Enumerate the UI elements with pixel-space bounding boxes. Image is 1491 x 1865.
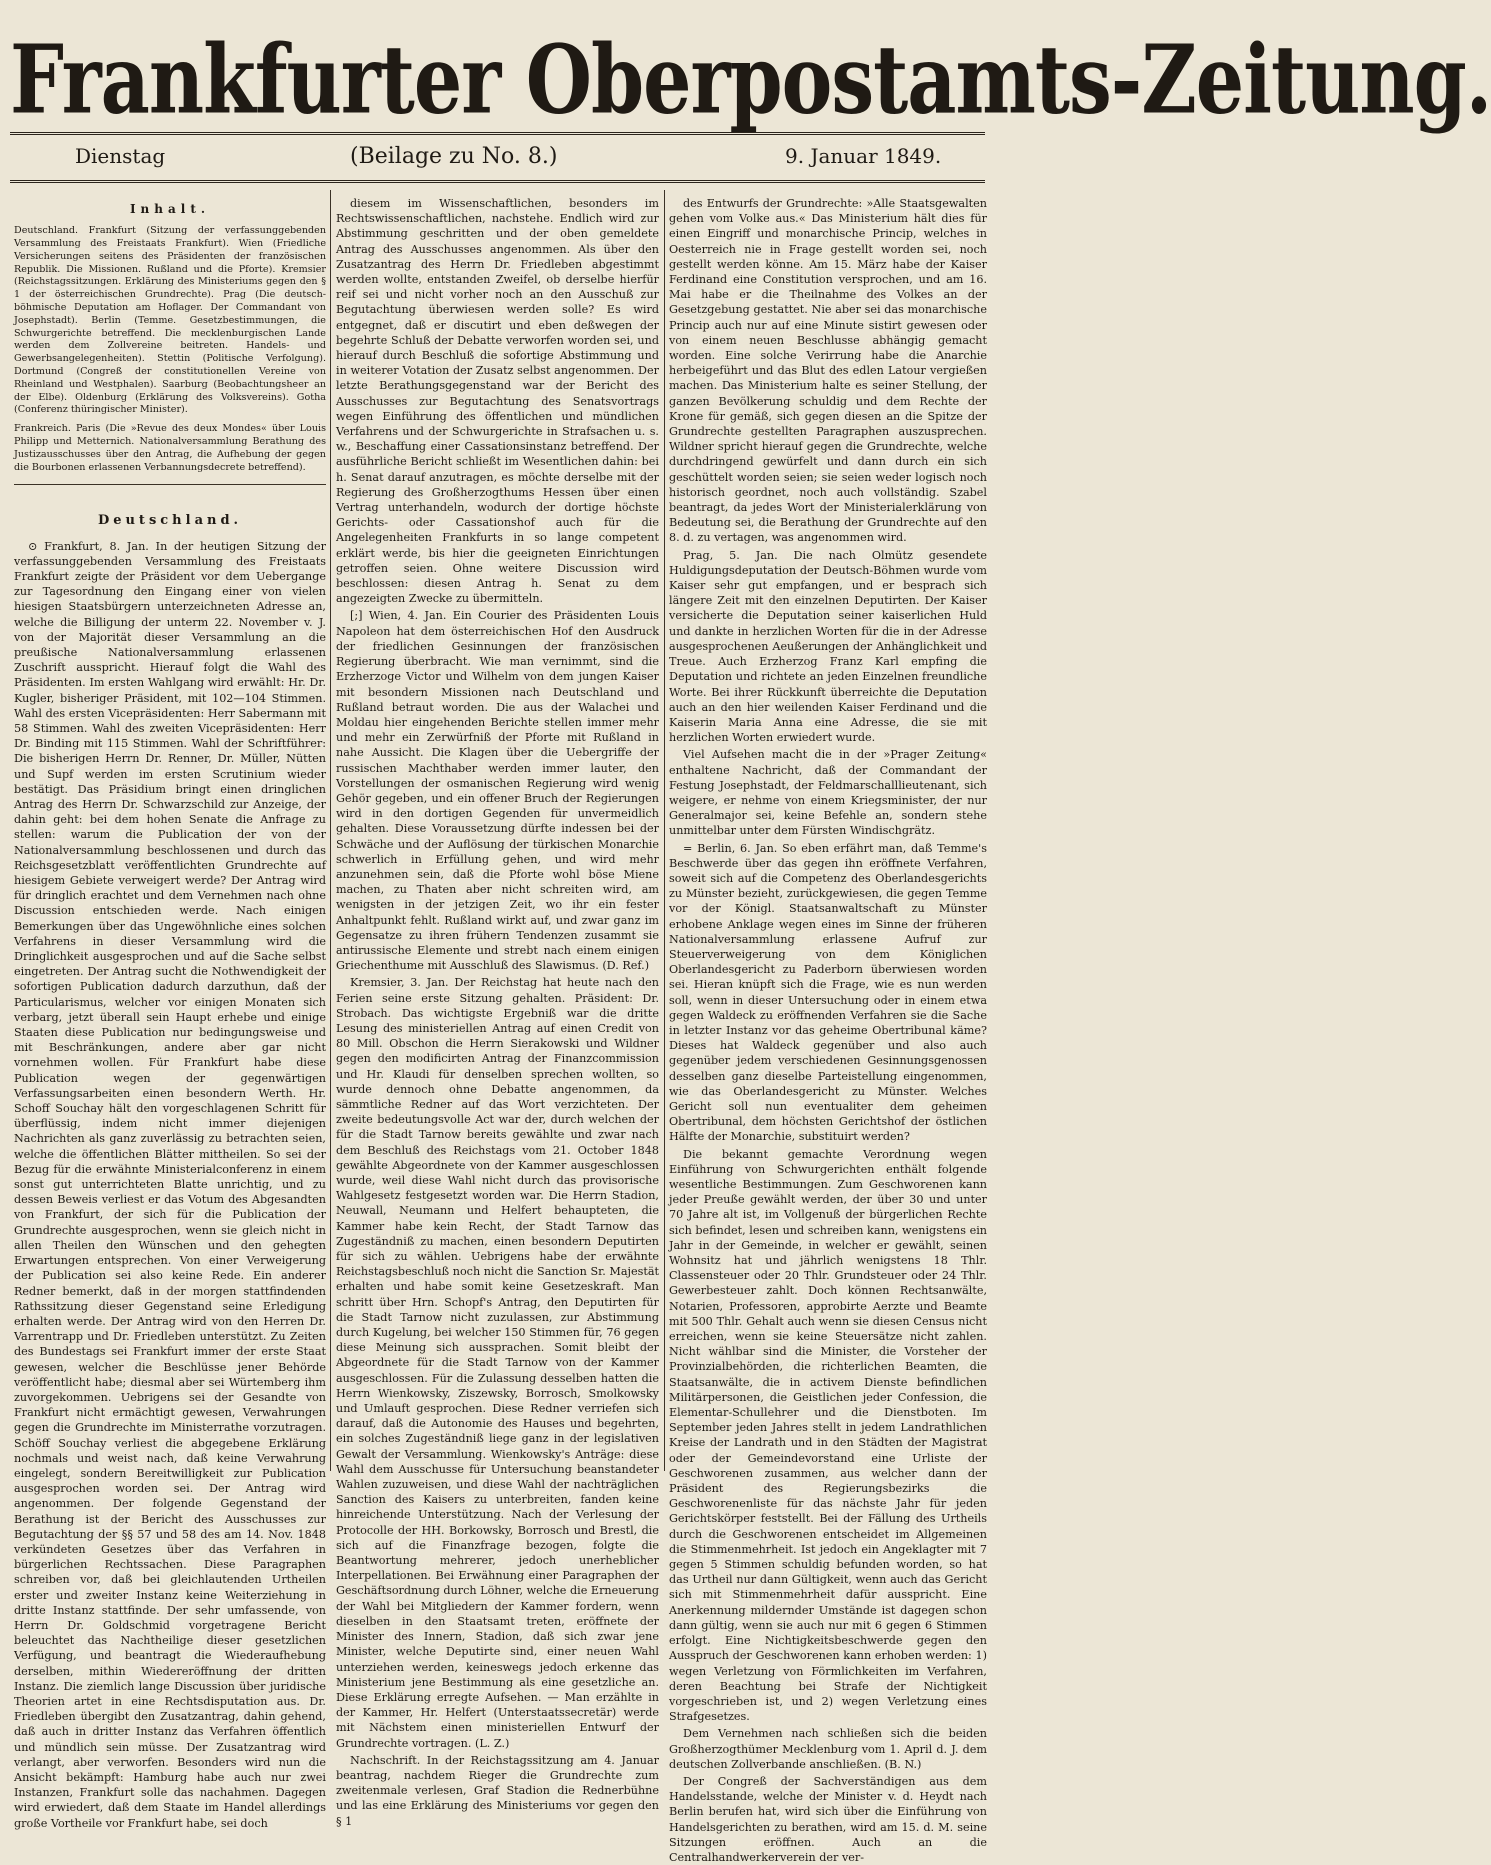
dateline-rule bbox=[10, 180, 985, 183]
article-text: Der Congreß der Sachverständigen aus dem Handelsstande, welche der Minister v. d. Heydt nach Berlin berufen hat, wird sich über die Einführung von Handelsgerichten zu berathen, wird am 15. d. M. seine Sitzungen eröffnen. Auch an die Centralhandwerkerverein der ver- bbox=[669, 1774, 987, 1864]
article-text: Kremsier, 3. Jan. Der Reichstag hat heute nach den Ferien seine erste Sitzung gehalten. Präsident: Dr. Strobach. Das wichtigste Ergebniß war die dritte Lesung des ministeriellen Antrag auf einen Credit von 80 Mill. Obschon die Herrn Sierakowski und Wildner gegen den modificirten Antrag der Finanzcommission und Hr. Klaudi für denselben sprechen wollten, so wurde dennoch ohne Debatte angenommen, da sämmtliche Redner auf das Wort verzichteten. Der zweite bedeutungsvolle Act war der, durch welchen der für die Stadt Tarnow bereits gewählte und zwar nach dem Beschluß des Reichstags vom 21. October 1848 gewählte Abgeordnete von der Kammer ausgeschlossen wurde, weil diese Wahl nicht durch das provisorische Wahlgesetz festgesetzt worden war. Die Herrn Stadion, Neuwall, Neumann und Helfert behaupteten, die Kammer habe kein Recht, der Stadt Tarnow das Zugeständniß zu machen, einen besondern Deputirten für sich zu wählen. Uebrigens habe der erwähnte Reichstagsbeschluß noch nicht die Sanction Sr. Majestät erhalten und habe somit keine Gesetzeskraft. Man schritt über Hrn. Schopf's Antrag, den Deputirten für die Stadt Tarnow nicht zuzulassen, zur Abstimmung durch Kugelung, bei welcher 150 Stimmen für, 76 gegen diese Meinung sich aussprachen. Somit bleibt der Abgeordnete für die Stadt Tarnow von der Kammer ausgeschlossen. Für die Zulassung desselben hatten die Herrn Wienkowsky, Ziszewsky, Borrosch, Smolkowsky und Umlauft gesprochen. Diese Redner verriefen sich darauf, daß die Autonomie des Hauses und begehrten, ein solches Zugeständniß liege ganz in der legislativen Gewalt der Versammlung. Wienkowsky's Anträge: diese Wahl dem Ausschusse für Untersuchung beanstandeter Wahlen zuzuweisen, und diese Wahl der nachträglichen Sanction des Kaisers zu unterbreiten, fanden keine hinreichende Unterstützung. Nach der Verlesung der Protocolle der HH. Borkowsky, Borrosch und Brestl, die sich auf die Finanzfrage bezogen, folgte die Beantwortung mehrerer, jedoch unerheblicher Interpellationen. Bei Erwähnung einer Paragraphen der Geschäftsordnung durch Löhner, welche die Erneuerung der Wahl bei Mitgliedern der Kammer fordern, wenn dieselben in den Staatsamt treten, eröffnete der Minister des Innern, Stadion, daß sich zwar jene Minister, welche Deputirte sind, einer neuen Wahl unterziehen werden, keineswegs jedoch erkenne das Ministerium jene Bestimmung als eine gesetzliche an. Diese Erklärung erregte Aufsehen. — Man erzählte in der Kammer, Hr. Helfert (Unterstaatssecretär) werde mit Nächstem einen ministeriellen Entwurf der Grundrechte vortragen. (L. Z.) bbox=[336, 976, 659, 1750]
contents-frankreich: Frankreich. Paris (Die »Revue des deux Mondes« über Louis Philipp und Metternich. Nationalversammlung Berathung des Justizausschusses über den Antrag, die Aufhebung der gegen die Bourbonen erlassenen Verbannungsdecrete betreffend). bbox=[14, 423, 326, 473]
column-3 bbox=[669, 196, 987, 1864]
section-heading: Deutschland. bbox=[97, 513, 243, 529]
weekday: Dienstag bbox=[75, 144, 166, 168]
column-divider bbox=[330, 190, 331, 1471]
column-divider bbox=[664, 190, 665, 1471]
newspaper-title: Frankfurter Oberpostamts-Zeitung. bbox=[10, 23, 1491, 136]
table-of-contents bbox=[14, 202, 326, 474]
article-text: ⊙ Frankfurt, 8. Jan. In der heutigen Sitzung der verfassunggebenden Versammlung des Freistaats Frankfurt zeigte der Präsident vor dem Uebergange zur Tagesordnung den Eingang einer von vielen hiesigen Staatsbürgern unterzeichneten Adresse an, welche die Billigung der unterm 22. November v. J. von der Majorität dieser Versammlung an die preußische Nationalversammlung erlassenen Zuschrift ausspricht. Hierauf folgt die Wahl des Präsidenten. Im ersten Wahlgang wird erwählt: Hr. Dr. Kugler, bisheriger Präsident, mit 102—104 Stimmen. Wahl des ersten Vicepräsidenten: Herr Sabermann mit 58 Stimmen. Wahl des zweiten Vicepräsidenten: Herr Dr. Binding mit 115 Stimmen. Wahl der Schriftführer: Die bisherigen Herrn Dr. Renner, Dr. Müller, Nütten und Supf werden im ersten Scrutinium wieder bestätigt. Das Präsidium bringt einen dringlichen Antrag des Herrn Dr. Schwarzschild zur Anzeige, der dahin geht: bei dem hohen Senate die Anfrage zu stellen: warum die Publication der von der Nationalversammlung beschlossenen und durch das Reichsgesetzblatt veröffentlichten Grundrechte auf hiesigem Gebiete verweigert werde? Der Antrag wird für dringlich erachtet und dem Vernehmen nach ohne Discussion entschieden werde. Nach einigen Bemerkungen über das Ungewöhnliche eines solchen Verfahrens in dieser Versammlung wird die Dringlichkeit ausgesprochen und auf die Sache selbst eingetreten. Der Antrag sucht die Nothwendigkeit der sofortigen Publication dadurch darzuthun, daß der Particularismus, welcher vor einigen Monaten sich verbarg, jetzt überall sein Haupt erhebe und einige Staaten diese Publication nur bedingungsweise und mit Beschränkungen, andere aber gar nicht vornehmen wollen. Für Frankfurt habe diese Publication wegen der gegenwärtigen Verfassungsarbeiten einen besondern Werth. Hr. Schoff Souchay hält den vorgeschlagenen Schritt für überflüssig, indem nicht immer diejenigen Nachrichten als ganz zuverlässig zu betrachten seien, welche die öffentlichen Blätter mittheilen. So sei der Bezug für die erwähnte Ministerialconferenz in einem sonst gut unterrichteten Blatte unrichtig, und zu dessen Beweis verliest er das Votum des Abgesandten von Frankfurt, der sich für die Publication der Grundrechte ausgesprochen, wenn sie gleich nicht in allen Theilen den Wünschen und den gehegten Erwartungen entsprechen. Von einer Verweigerung der Publication sei also keine Rede. Ein anderer Redner bemerkt, daß in der morgen stattfindenden Rathssitzung dieser Gegenstand seine Erledigung erhalten werde. Der Antrag wird von den Herren Dr. Varrentrapp und Dr. Friedleben unterstützt. Zu Zeiten des Bundestags sei Frankfurt immer der erste Staat gewesen, welcher die Beschlüsse jener Behörde veröffentlicht habe; diesmal aber sei Würtemberg ihm zuvorgekommen. Uebrigens sei der Gesandte von Frankfurt nicht ermächtigt gewesen, Verwahrungen gegen die Grundrechte im Ministerrathe vorzutragen. Schöff Souchay verliest die abgegebene Erklärung nochmals und weist nach, daß keine Verwahrung eingelegt, sondern Bereitwilligkeit zur Publication ausgesprochen worden sei. Der Antrag wird angenommen. Der folgende Gegenstand der Berathung ist der Bericht des Ausschusses zur Begutachtung der §§ 57 und 58 des am 14. Nov. 1848 verkündeten Gesetzes über das Verfahren in bürgerlichen Rechtssachen. Diese Paragraphen schreiben vor, daß bei gleichlautenden Urtheilen erster und zweiter Instanz keine Weiterziehung in dritte Instanz stattfinde. Der sehr umfassende, von Herrn Dr. Goldschmid vorgetragene Bericht beleuchtet das Nachtheilige dieser gesetzlichen Verfügung, und beantragt die Wiederaufhebung derselben, mithin Wiedereröffnung der dritten Instanz. Die ziemlich lange Discussion über juridische Theorien artet in eine Rechtsdisputation aus. Dr. Friedleben übergibt den Zusatzantrag, dahin gehend, daß auch in dritter Instanz das Verfahren öffentlich und mündlich sein müsse. Der Zusatzantrag wird verlangt, aber verworfen. Besonders wird nun die Ansicht bekämpft: Hamburg habe auch nur zwei Instanzen, Frankfurt solle das nachahmen. Dagegen wird erwiedert, daß dem Staate im Handel allerdings große Vortheile vor Frankfurt habe, sei doch bbox=[14, 539, 326, 1830]
article-text: des Entwurfs der Grundrechte: »Alle Staatsgewalten gehen vom Volke aus.« Das Ministerium hält dies für einen Eingriff und monarchische Princip, welches in Oesterreich nie in Frage gestellt worden sei, noch gestellt werden könne. Am 15. März habe der Kaiser Ferdinand eine Constitution versprochen, und am 16. Mai habe er die Theilnahme des Volkes an der Gesetzgebung gestattet. Nie aber sei das monarchische Princip auch nur auf eine Minute sistirt gewesen oder von einem neuen Beschlusse abhängig gemacht worden. Eine solche Verirrung habe die Anarchie herbeigeführt und das Blut des edlen Latour vergießen machen. Das Ministerium halte es seiner Stellung, der ganzen Bevölkerung schuldig und dem Rechte der Krone für gemäß, sich gegen diesen an die Spitze der Grundrechte gestellten Paragraphen auszusprechen. Wildner spricht hierauf gegen die Grundrechte, welche durchdringend gewürfelt und dann durch ein sich geschüttelt worden seien; sie seien weder logisch noch historisch geordnet, noch auch vollständig. Szabel beantragt, da jedes Wort der Ministerialerklärung von Bedeutung sei, die Berathung der Grundrechte auf den 8. d. zu vertagen, was angenommen wird. bbox=[669, 197, 987, 545]
supplement-label: (Beilage zu No. 8.) bbox=[350, 144, 558, 169]
article-text: Viel Aufsehen macht die in der »Prager Zeitung« enthaltene Nachricht, daß der Commandant der Festung Josephstadt, der Feldmarschalllieutenant, sich weigere, er nehme von einem Kriegsminister, der nur Generalmajor sei, keine Befehle an, sondern stehe unmittelbar unter dem Fürsten Windischgrätz. bbox=[669, 748, 987, 838]
article-text: diesem im Wissenschaftlichen, besonders im Rechtswissenschaftlichen, nachstehe. Endlich wird zur Abstimmung geschritten und der oben gemeldete Antrag des Ausschusses angenommen. Als über den Zusatzantrag des Herrn Dr. Friedleben abgestimmt werden wollte, entstanden Zweifel, ob derselbe hierfür reif sei und nicht vorher noch an den Ausschuß zur Begutachtung überwiesen werden solle? Es wird entgegnet, daß er discutirt und eben deßwegen der begehrte Schluß der Debatte verworfen worden sei, und hierauf durch Beschluß die sofortige Abstimmung und in weiterer Votation der Zusatz selbst angenommen. Der letzte Berathungsgegenstand war der Bericht des Ausschusses zur Begutachtung des Senatsvortrags wegen Einführung des öffentlichen und mündlichen Verfahrens und der Schwurgerichte in Strafsachen u. s. w., Beschaffung einer Cassationsinstanz betreffend. Der ausführliche Bericht schließt im Wesentlichen dahin: bei h. Senat darauf anzutragen, es möchte derselbe mit der Regierung des Großherzogthums Hessen über einen Vertrag unterhandeln, wodurch der dortige höchste Gerichts- oder Cassationshof auch für die Angelegenheiten Frankfurts in so lange competent erklärt werde, bis hier die geeigneten Einrichtungen getroffen seien. Ohne weitere Discussion wird beschlossen: diesen Antrag h. Senat zu dem angezeigten Zwecke zu übermitteln. bbox=[336, 197, 659, 606]
dateline bbox=[20, 140, 975, 176]
masthead bbox=[10, 22, 1491, 137]
issue-date: 9. Januar 1849. bbox=[785, 144, 942, 168]
article-text: [;] Wien, 4. Jan. Ein Courier des Präsidenten Louis Napoleon hat dem österreichischen Hof den Ausdruck der friedlichen Gesinnungen der französischen Regierung überbracht. Wie man vernimmt, sind die Erzherzoge Victor und Wilhelm von dem jungen Kaiser mit besondern Missionen nach Deutschland und Rußland betraut worden. Die aus der Walachei und Moldau hier eingehenden Berichte stellen immer mehr und mehr ein Zerwürfniß der Pforte mit Rußland in nahe Aussicht. Die Klagen über die Uebergriffe der russischen Machthaber werden immer lauter, den Vorstellungen der osmanischen Regierung wird wenig Gehör gegeben, und ein offener Bruch der Regierungen wird in den dortigen Gegenden für unvermeidlich gehalten. Diese Voraussetzung dürfte indessen bei der Schwäche und der Auflösung der türkischen Monarchie schwerlich in Erfüllung gehen, und wird mehr anzunehmen sein, daß die Pforte wohl böse Miene machen, zu Thaten aber nicht schreiten wird, am wenigsten in der jetzigen Zeit, wo ihr ein fester Anhaltpunkt fehlt. Rußland wirkt auf, und zwar ganz im Gegensatze zu ihren frühern Tendenzen zusammt sie antirussische Elemente und strebt nach einem einigen Griechenthume mit Ausschluß des Slawismus. (D. Ref.) bbox=[336, 609, 659, 973]
masthead-rule bbox=[10, 132, 985, 135]
article-text: = Berlin, 6. Jan. So eben erfährt man, daß Temme's Beschwerde über das gegen ihn eröffnete Verfahren, soweit sich auf die Competenz des Oberlandesgerichts zu Münster bezieht, zurückgewiesen, die gegen Temme vor der Königl. Staatsanwaltschaft zu Münster erhobene Anklage wegen eines im Sinne der früheren Nationalversammlung erlassene Aufruf zur Steuerverweigerung von dem Königlichen Oberlandesgericht zu Paderborn überwiesen worden sei. Hieran knüpft sich die Frage, wie es nun werden soll, wenn in dieser Untersuchung oder in einem etwa gegen Waldeck zu eröffnenden Verfahren sie die Sache in letzter Instanz vor das geheime Obertribunal käme? Dieses hat Waldeck gegenüber und also auch gegenüber jedem verschiedenen Gesinnungsgenossen desselben ganz dieselbe Parteistellung eingenommen, wie das Oberlandesgericht zu Münster. Welches Gericht soll nun eventualiter dem geheimen Obertribunal, dem höchsten Gerichtshof der östlichen Hälfte der Monarchie, substituirt werden? bbox=[669, 841, 987, 1144]
article-text: Die bekannt gemachte Verordnung wegen Einführung von Schwurgerichten enthält folgende wesentliche Bestimmungen. Zum Geschworenen kann jeder Preuße gewählt werden, der über 30 und unter 70 Jahre alt ist, im Vollgenuß der bürgerlichen Rechte sich befindet, lesen und schreiben kann, wenigstens ein Jahr in der Gemeinde, in welcher er gewählt, seinen Wohnsitz hat und jährlich wenigstens 18 Thlr. Classensteuer oder 20 Thlr. Grundsteuer oder 24 Thlr. Gewerbesteuer zahlt. Doch können Rechtsanwälte, Notarien, Professoren, approbirte Aerzte und Beamte mit 500 Thlr. Gehalt auch wenn sie diesen Census nicht erreichen, wenn sie keine Steuersätze nicht zahlen. Nicht wählbar sind die Minister, die Vorsteher der Provinzialbehörden, die richterlichen Beamten, die Staatsanwälte, die in activem Dienste befindlichen Militärpersonen, die Geistlichen jeder Confession, die Elementar-Schullehrer und die Dienstboten. Im September jeden Jahres stellt in jedem Landrathlichen Kreise der Landrath und in den Städten der Magistrat oder der Gemeindevorstand eine Urliste der Geschworenen zusammen, aus welcher dann der Präsident des Regierungsbezirks die Geschworenenliste für das nächste Jahr für jeden Gerichtskörper feststellt. Bei der Fällung des Urtheils durch die Geschworenen entscheidet im Allgemeinen die Stimmenmehrheit. Ist jedoch ein Angeklagter mit 7 gegen 5 Stimmen schuldig befunden worden, so hat das Urtheil nur dann Gültigkeit, wenn auch das Gericht sich mit Stimmenmehrheit dafür ausspricht. Eine Anerkennung mildernder Umstände ist dagegen schon dann gültig, wenn sie auch nur mit 6 gegen 6 Stimmen erfolgt. Eine Nichtigkeitsbeschwerde gegen den Ausspruch der Geschworenen kann erhoben werden: 1) wegen Verletzung von Förmlichkeiten im Verfahren, deren Beachtung bei Strafe der Nichtigkeit vorgeschrieben ist, und 2) wegen Verletzung eines Strafgesetzes. bbox=[669, 1147, 987, 1724]
article-text: Nachschrift. In der Reichstagssitzung am 4. Januar beantrag, nachdem Rieger die Grundrechte zum zweitenmale verlesen, Graf Stadion die Rednerbühne und las eine Erklärung des Ministeriums vor gegen den § 1 bbox=[336, 1753, 659, 1828]
column-1 bbox=[14, 196, 326, 1830]
contents-deutschland: Deutschland. Frankfurt (Sitzung der verfassunggebenden Versammlung des Freistaats Frankfurt). Wien (Friedliche Versicherungen seitens des Präsidenten der französischen Republik. Die Missionen. Rußland und die Pforte). Kremsier (Reichstagssitzungen. Erklärung des Ministeriums gegen den § 1 der österreichischen Grundrechte). Prag (Die deutsch-böhmische Deputation am Hoflager. Der Commandant von Josephstadt). Berlin (Temme. Gesetzbestimmungen, die Schwurgerichte betreffend. Die mecklenburgischen Lande werden dem Zollvereine beitreten. Handels- und Gewerbsangelegenheiten). Stettin (Politische Verfolgung). Dortmund (Congreß der constitutionellen Vereine von Rheinland und Westphalen). Saarburg (Beobachtungsheer an der Elbe). Oldenburg (Erklärung des Volksvereins). Gotha (Conferenz thüringischer Minister). bbox=[14, 225, 326, 416]
article-text: Prag, 5. Jan. Die nach Olmütz gesendete Huldigungsdeputation der Deutsch-Böhmen wurde vom Kaiser sehr gut empfangen, und er besprach sich längere Zeit mit den einzelnen Deputirten. Der Kaiser versicherte die Deputation seiner kaiserlichen Huld und dankte in herzlichen Worten für die in der Adresse ausgesprochenen Aeußerungen der Anhänglichkeit und Treue. Auch Erzherzog Franz Karl empfing die Deputation und richtete an jeden Einzelnen freundliche Worte. Bei ihrer Rückkunft überreichte die Deputation auch an den hier weilenden Kaiser Ferdinand und die Kaiserin Maria Anna eine Adresse, die sie mit herzlichen Worten erwiedert wurde. bbox=[669, 548, 987, 745]
article-text: Dem Vernehmen nach schließen sich die beiden Großherzogthümer Mecklenburg vom 1. April d. J. dem deutschen Zollverbande anschließen. (B. N.) bbox=[669, 1727, 987, 1771]
column-2 bbox=[336, 196, 659, 1828]
contents-title: Inhalt. bbox=[129, 202, 211, 216]
divider bbox=[14, 484, 326, 485]
